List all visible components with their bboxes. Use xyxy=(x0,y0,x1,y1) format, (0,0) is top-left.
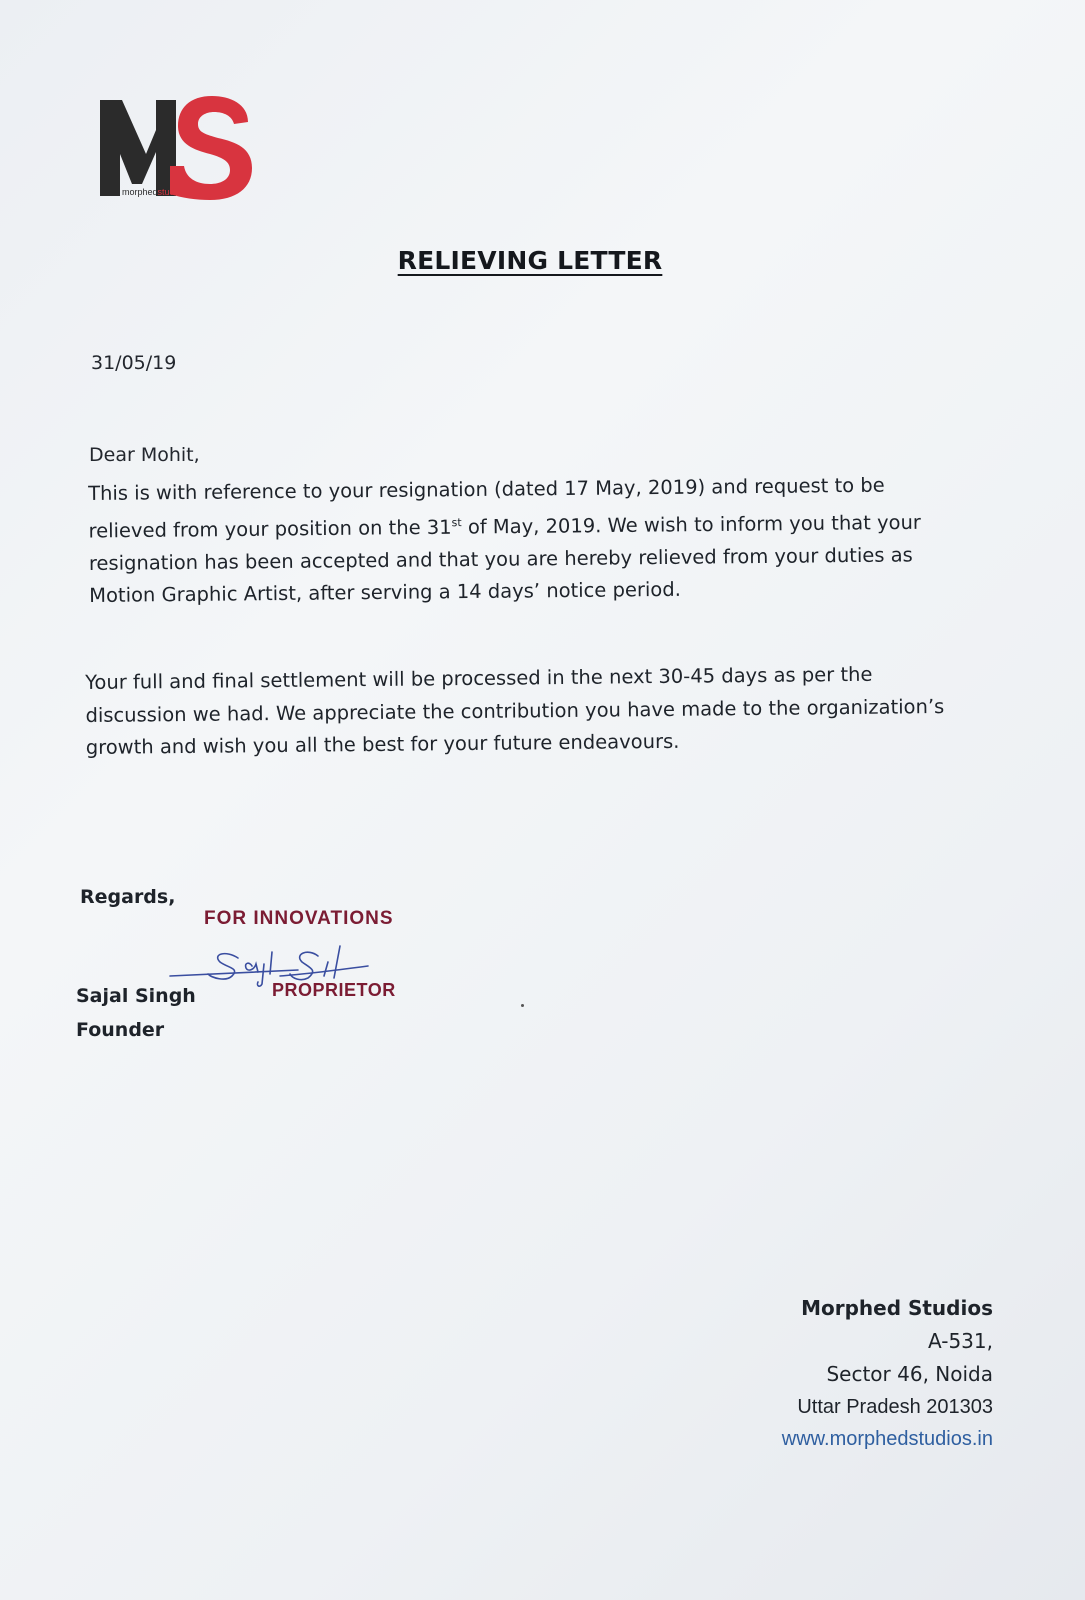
company-logo xyxy=(98,92,258,202)
company-address xyxy=(782,1292,993,1454)
paragraph-resignation xyxy=(88,469,969,613)
logo-wordmark: morphedstudio xyxy=(122,187,182,197)
paragraph-line: resignation has been accepted and that you are hereby relieved from your duties as xyxy=(88,542,913,575)
company-name: Morphed Studios xyxy=(801,1296,993,1320)
signer-name: Sajal Singh xyxy=(76,985,196,1007)
paper-speck xyxy=(521,1004,524,1007)
salutation: Dear Mohit, xyxy=(89,444,200,466)
stamp-designation-text: PROPRIETOR xyxy=(272,980,396,1000)
paragraph-settlement xyxy=(85,658,986,765)
letter-date: 31/05/19 xyxy=(91,352,177,374)
stamp-company-text: FOR INNOVATIONS xyxy=(204,908,394,929)
address-line: Sector 46, Noida xyxy=(826,1362,993,1386)
ms-logo-icon xyxy=(98,92,258,202)
paragraph-line: This is with reference to your resignation (dated 17 May, 2019) and request to be xyxy=(88,473,885,505)
ordinal-suffix: st xyxy=(451,515,462,529)
address-line: Uttar Pradesh 201303 xyxy=(797,1396,993,1418)
signer-title: Founder xyxy=(76,1019,165,1041)
paragraph-line: relieved from your position on the 31st of May, 2019. We wish to inform you that your xyxy=(88,510,921,542)
address-line: A-531, xyxy=(928,1329,993,1353)
paragraph-line: Motion Graphic Artist, after serving a 14 days’ notice period. xyxy=(89,577,681,607)
paragraph-line: Your full and final settlement will be processed in the next 30-45 days as per the xyxy=(85,662,873,694)
paragraph-line: growth and wish you all the best for your future endeavours. xyxy=(85,729,680,759)
paragraph-line: discussion we had. We appreciate the contribution you have made to the organization’s xyxy=(85,694,945,727)
website-link[interactable]: www.morphedstudios.in xyxy=(781,1428,993,1450)
page-title: RELIEVING LETTER xyxy=(397,246,663,275)
closing: Regards, xyxy=(80,886,176,908)
